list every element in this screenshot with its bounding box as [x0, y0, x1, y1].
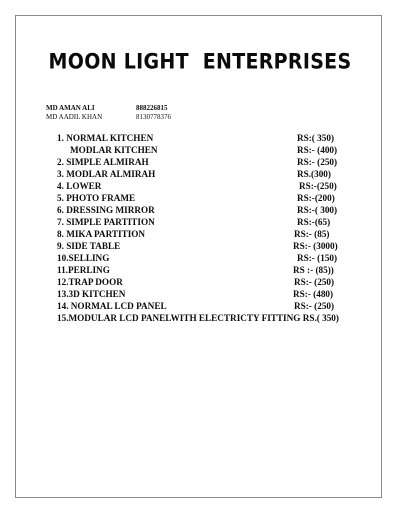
item-label: 10.SELLING — [57, 253, 110, 263]
item-label: 8. MIKA PARTITION — [57, 229, 146, 239]
price-list-item — [0, 133, 400, 145]
item-price: RS:-(250) — [299, 181, 337, 191]
contact-row — [46, 113, 171, 121]
item-price: RS:- (250) — [297, 157, 338, 167]
price-list-item — [0, 193, 400, 205]
item-price: RS :- (85)) — [293, 265, 334, 275]
price-list-item — [0, 217, 400, 229]
item-price: RS:- (3000) — [293, 241, 338, 251]
item-price: RS:( 350) — [297, 133, 335, 143]
price-list — [0, 133, 400, 325]
price-list-item — [0, 169, 400, 181]
item-label: 15.MODULAR LCD PANELWITH ELECTRICTY FITTING RS.( 350) — [57, 313, 339, 323]
item-price: RS:- (400) — [297, 145, 338, 155]
price-list-item — [0, 145, 400, 157]
item-label: 11.PERLING — [57, 265, 110, 275]
item-label: 3. MODLAR ALMIRAH — [57, 169, 156, 179]
contact-row — [46, 104, 168, 112]
item-price: RS:- (480) — [293, 289, 334, 299]
price-list-item — [0, 241, 400, 253]
item-price: RS:-( 300) — [297, 205, 338, 215]
price-list-item — [0, 301, 400, 313]
contact-phone: 8130778376 — [136, 113, 171, 121]
item-label: 12.TRAP DOOR — [57, 277, 123, 287]
item-price: RS:- (250) — [294, 301, 335, 311]
item-label: 5. PHOTO FRAME — [57, 193, 136, 203]
item-price: RS:-(200) — [297, 193, 335, 203]
item-label: 13.3D KITCHEN — [57, 289, 126, 299]
price-list-item — [0, 157, 400, 169]
company-title: MOON LIGHT ENTERPRISES — [48, 49, 352, 75]
price-list-item — [0, 265, 400, 277]
item-label: 7. SIMPLE PARTITION — [57, 217, 155, 227]
price-list-item — [0, 229, 400, 241]
price-list-item — [0, 289, 400, 301]
price-list-item — [0, 205, 400, 217]
item-price: RS:- (85) — [294, 229, 330, 239]
item-label: MODLAR KITCHEN — [70, 145, 158, 155]
price-list-item — [0, 313, 400, 325]
item-label: 6. DRESSING MIRROR — [57, 205, 155, 215]
item-label: 9. SIDE TABLE — [57, 241, 121, 251]
price-list-item — [0, 253, 400, 265]
item-label: 14. NORMAL LCD PANEL — [57, 301, 167, 311]
item-label: 2. SIMPLE ALMIRAH — [57, 157, 149, 167]
item-price: RS:- (250) — [294, 277, 335, 287]
price-list-item — [0, 181, 400, 193]
item-price: RS:-(65) — [297, 217, 331, 227]
contact-phone: 888226815 — [136, 104, 168, 112]
item-price: RS.(300) — [297, 169, 331, 179]
item-label: 1. NORMAL KITCHEN — [57, 133, 154, 143]
item-price: RS:- (150) — [297, 253, 338, 263]
price-list-item — [0, 277, 400, 289]
item-label: 4. LOWER — [57, 181, 102, 191]
contact-name: MD AADIL KHAN — [46, 113, 103, 121]
contact-name: MD AMAN ALI — [46, 104, 95, 112]
